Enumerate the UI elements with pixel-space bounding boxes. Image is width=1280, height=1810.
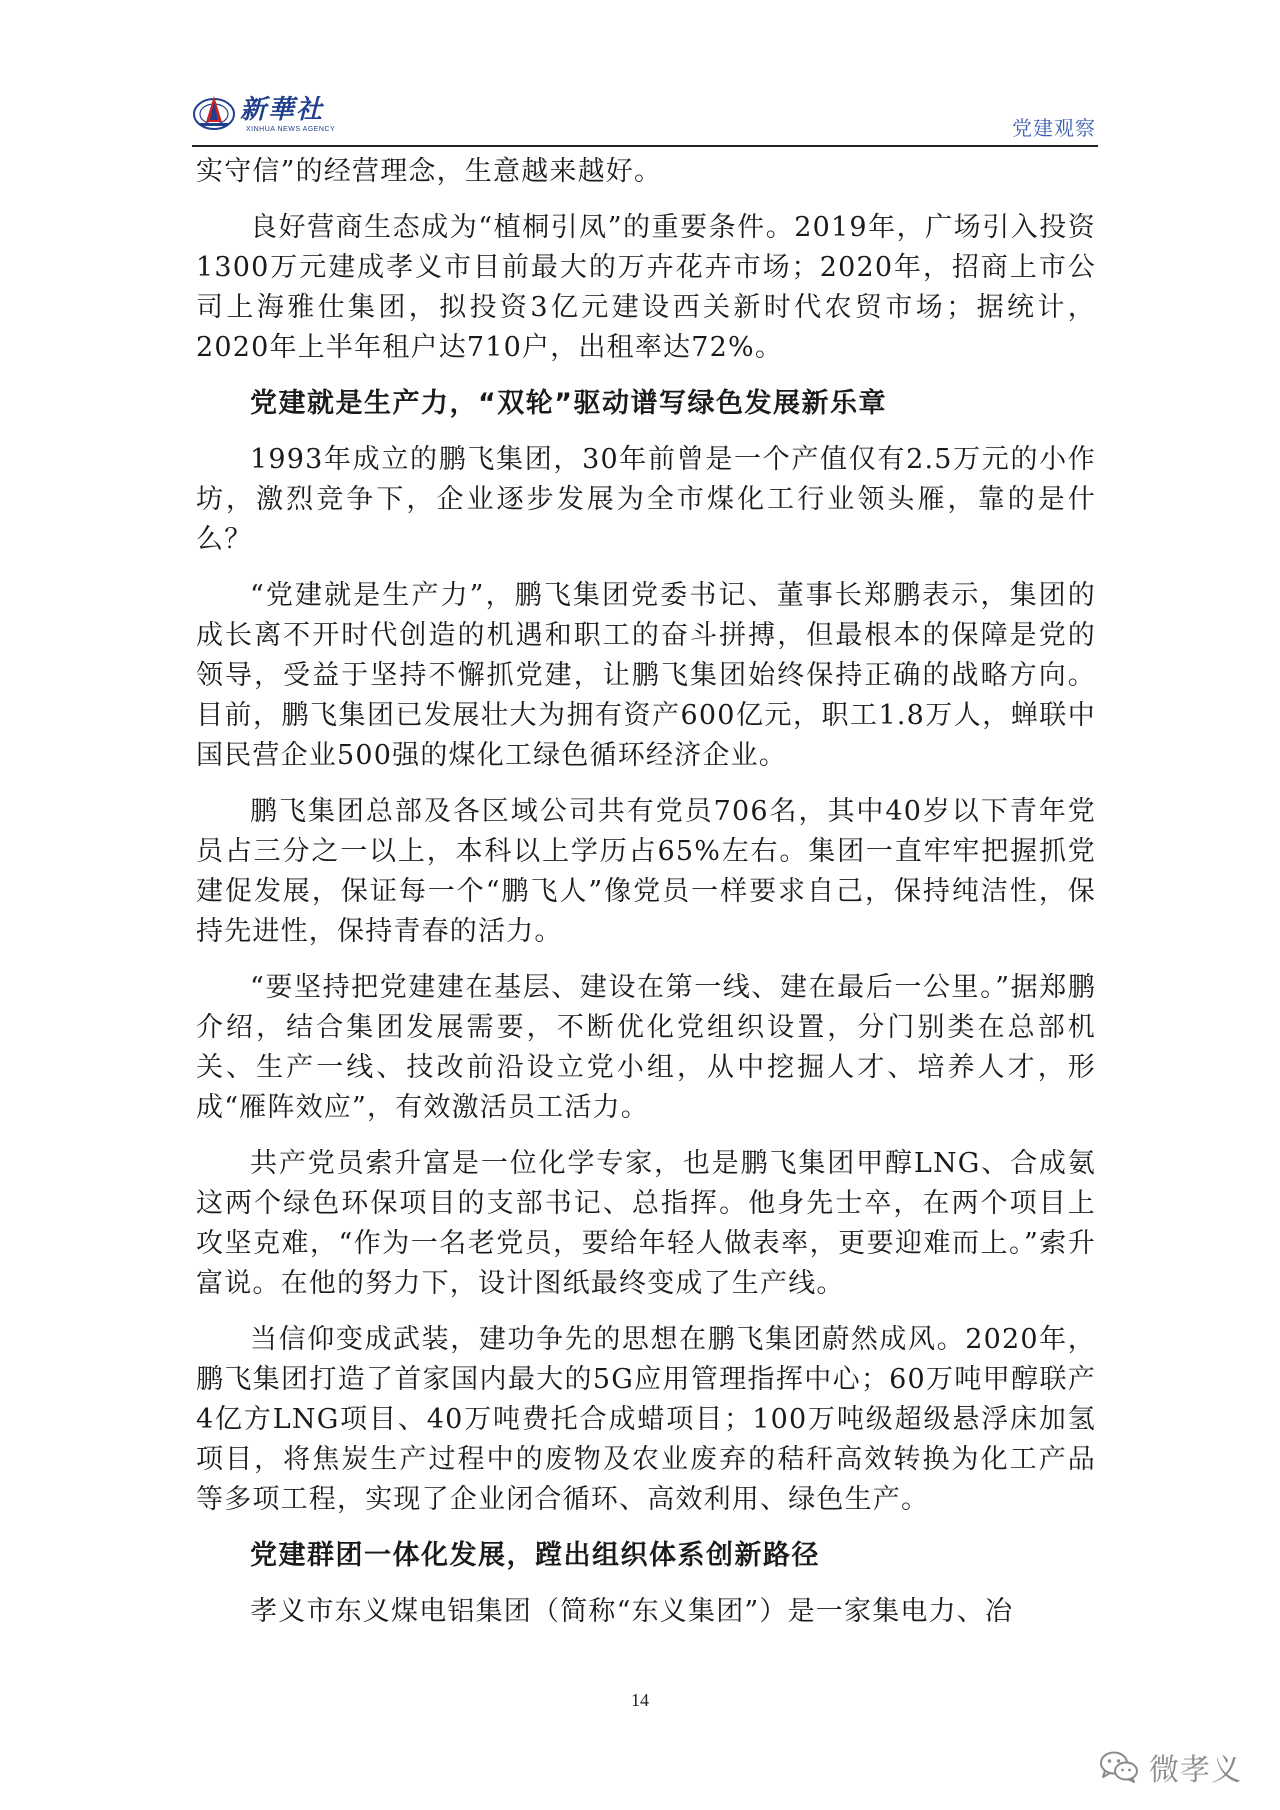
article-body: [196, 152, 1096, 1648]
logo-name: 新華社: [240, 95, 325, 125]
logo-subtitle: XINHUA NEWS AGENCY: [246, 126, 336, 133]
paragraph: 1993年成立的鹏飞集团，30年前曾是一个产值仅有2.5万元的小作坊，激烈竞争下，企业逐步发展为全市煤化工行业领头雁，靠的是什么？: [196, 444, 1096, 555]
paragraph: 鹏飞集团总部及各区域公司共有党员706名，其中40岁以下青年党员占三分之一以上，本科以上学历占65%左右。集团一直牢牢把握抓党建促发展，保证每一个“鹏飞人”像党员一样要求自己，保持纯洁性，保持先进性，保持青春的活力。: [196, 796, 1096, 947]
paragraph: 良好营商生态成为“植桐引凤”的重要条件。2019年，广场引入投资1300万元建成孝义市目前最大的万卉花卉市场；2020年，招商上市公司上海雅仕集团，拟投资3亿元建设西关新时代农贸市场；据统计，2020年上半年租户达710户，出租率达72%。: [196, 212, 1096, 363]
section-heading: 党建就是生产力，“双轮”驱动谱写绿色发展新乐章: [250, 388, 887, 419]
section-heading: 党建群团一体化发展，蹚出组织体系创新路径: [250, 1540, 820, 1571]
paragraph: “要坚持把党建建在基层、建设在第一线、建在最后一公里。”据郑鹏介绍，结合集团发展需要，不断优化党组织设置，分门别类在总部机关、生产一线、技改前沿设立党小组，从中挖掘人才、培养人才，形成“雁阵效应”，有效激活员工活力。: [196, 972, 1096, 1123]
section-label: 党建观察: [1012, 116, 1096, 140]
paragraph: 共产党员索升富是一位化学专家，也是鹏飞集团甲醇LNG、合成氨这两个绿色环保项目的支部书记、总指挥。他身先士卒，在两个项目上攻坚克难，“作为一名老党员，要给年轻人做表率，更要迎难而上。”索升富说。在他的努力下，设计图纸最终变成了生产线。: [196, 1148, 1096, 1299]
wechat-icon: [1099, 1750, 1139, 1784]
paragraph: 孝义市东义煤电铝集团（简称“东义集团”）是一家集电力、冶: [250, 1596, 1014, 1627]
page-number: 14: [631, 1690, 649, 1710]
watermark: [1099, 1747, 1242, 1787]
page-header: [0, 0, 1280, 150]
paragraph: 当信仰变成武装，建功争先的思想在鹏飞集团蔚然成风。2020年，鹏飞集团打造了首家国内最大的5G应用管理指挥中心；60万吨甲醇联产4亿方LNG项目、40万吨费托合成蜡项目；100万吨级超级悬浮床加氢项目，将焦炭生产过程中的废物及农业废弃的秸秆高效转换为化工产品等多项工程，实现了企业闭合循环、高效利用、绿色生产。: [196, 1324, 1096, 1515]
watermark-text: 微孝义: [1149, 1753, 1242, 1788]
paragraph: 实守信”的经营理念，生意越来越好。: [196, 156, 663, 187]
header-divider: [192, 145, 1098, 147]
paragraph: “党建就是生产力”，鹏飞集团党委书记、董事长郑鹏表示，集团的成长离不开时代创造的机遇和职工的奋斗拼搏，但最根本的保障是党的领导，受益于坚持不懈抓党建，让鹏飞集团始终保持正确的战略方向。目前，鹏飞集团已发展壮大为拥有资产600亿元，职工1.8万人，蝉联中国民营企业500强的煤化工绿色循环经济企业。: [196, 580, 1096, 771]
xinhua-emblem-icon: [192, 92, 236, 132]
